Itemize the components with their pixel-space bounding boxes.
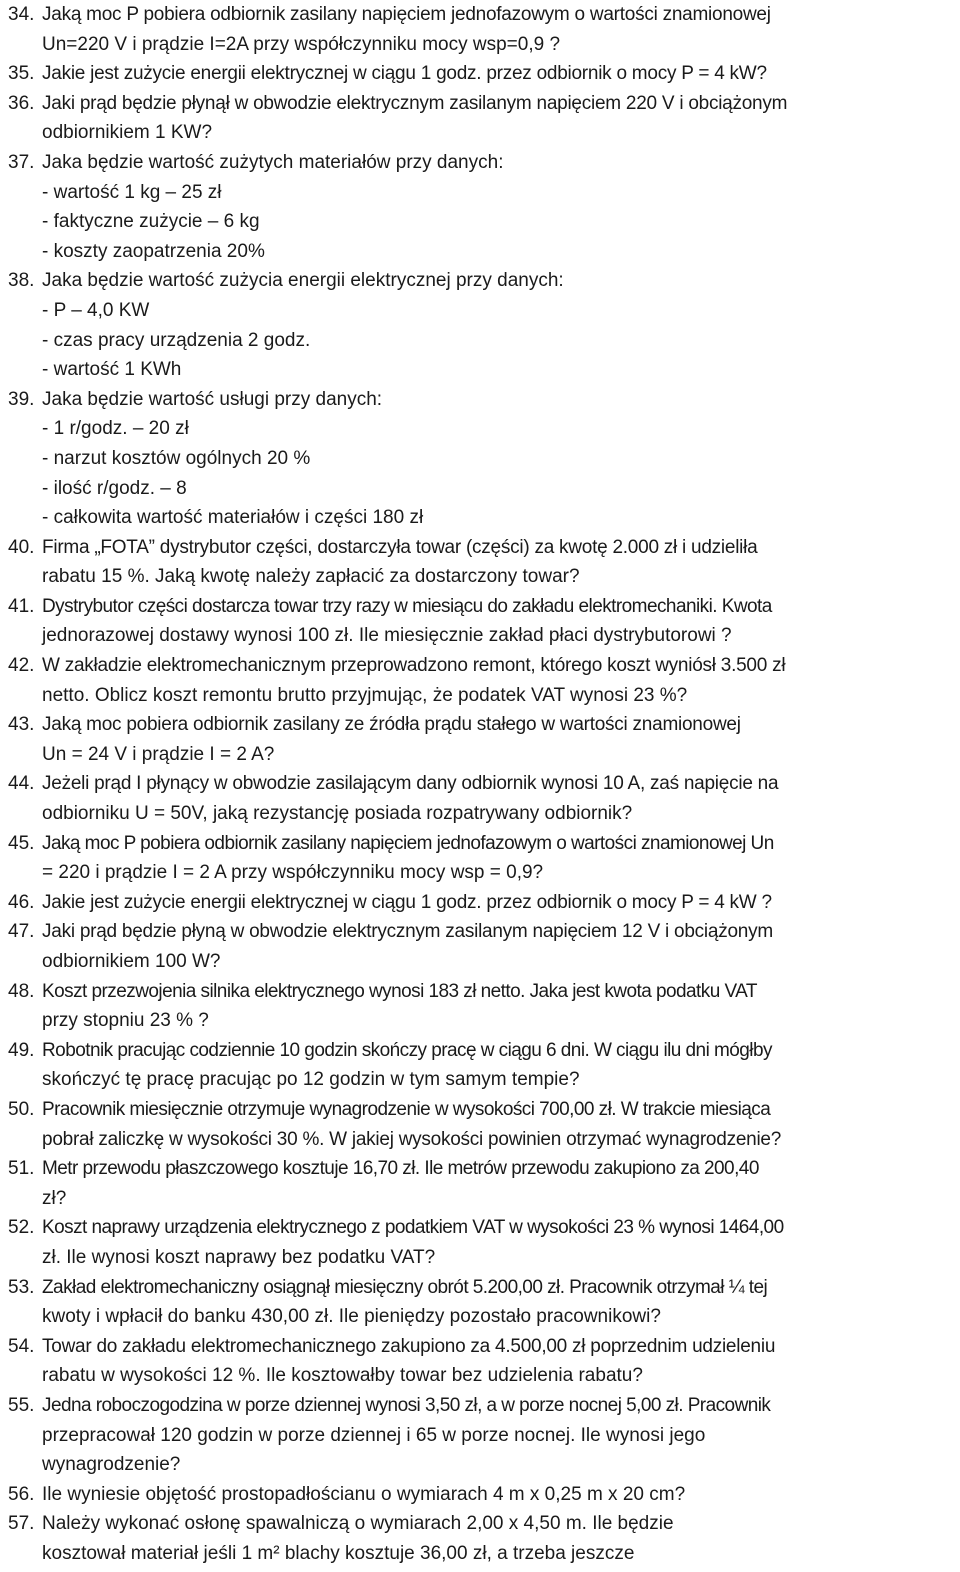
question-text: Jaką moc P pobiera odbiornik zasilany napięciem jednofazowym o wartości znamionowej xyxy=(42,4,771,25)
question-line xyxy=(8,977,956,1007)
question-line xyxy=(8,1036,956,1066)
question-number: 38. xyxy=(8,270,35,292)
question-text: - ilość r/godz. – 8 xyxy=(42,477,187,499)
continuation-line xyxy=(8,1361,956,1391)
question-text: - narzut kosztów ogólnych 20 % xyxy=(42,447,311,469)
continuation-line xyxy=(8,237,956,267)
question-text: Pracownik miesięcznie otrzymuje wynagrodzenie w wysokości 700,00 zł. W trakcie miesiąca xyxy=(42,1098,771,1120)
continuation-line xyxy=(8,296,956,326)
continuation-line xyxy=(8,444,956,474)
question-number: 39. xyxy=(8,388,35,410)
question-line xyxy=(8,1509,956,1539)
question-number: 40. xyxy=(8,536,35,558)
question-line xyxy=(8,59,956,89)
question-text: Un = 24 V i prądzie I = 2 A? xyxy=(42,743,275,765)
question-line xyxy=(8,1332,956,1362)
question-text: Zakład elektromechaniczny osiągnął miesięczny obrót 5.200,00 zł. Pracownik otrzymał ¼ tej xyxy=(42,1276,768,1298)
question-text: Jaką moc pobiera odbiornik zasilany ze źródła prądu stałego w wartości znamionowej xyxy=(42,714,741,736)
question-text: - 1 r/godz. – 20 zł xyxy=(42,418,189,440)
question-text: Jeżeli prąd I płynący w obwodzie zasilającym dany odbiornik wynosi 10 A, zaś napięcie na xyxy=(42,773,779,795)
question-text: Firma „FOTA” dystrybutor części, dostarczyła towar (części) za kwotę 2.000 zł i udzieliła xyxy=(42,536,758,558)
question-number: 48. xyxy=(8,980,35,1002)
question-text: kosztował materiał jeśli 1 m² blachy kosztuje 36,00 zł, a trzeba jeszcze xyxy=(42,1542,635,1564)
question-number: 43. xyxy=(8,714,35,736)
question-number: 49. xyxy=(8,1039,35,1061)
question-text: Jaki prąd będzie płynął w obwodzie elektrycznym zasilanym napięciem 220 V i obciążonym xyxy=(42,92,788,114)
question-text: W zakładzie elektromechanicznym przeprowadzono remont, którego koszt wyniósł 3.500 zł xyxy=(42,655,786,677)
question-text: - koszty zaopatrzenia 20% xyxy=(42,240,265,262)
continuation-line xyxy=(8,740,956,770)
continuation-line xyxy=(8,1184,956,1214)
question-text: Koszt naprawy urządzenia elektrycznego z podatkiem VAT w wysokości 23 % wynosi 1464,00 xyxy=(42,1217,784,1239)
continuation-line xyxy=(8,503,956,533)
question-text: odbiorniku U = 50V, jaką rezystancję posiada rozpatrywany odbiornik? xyxy=(42,803,633,825)
question-text: - wartość 1 KWh xyxy=(42,359,182,381)
document-page xyxy=(8,0,956,1568)
question-number: 56. xyxy=(8,1483,35,1505)
question-number: 50. xyxy=(8,1098,35,1120)
question-line xyxy=(8,769,956,799)
continuation-line xyxy=(8,1539,956,1569)
question-line xyxy=(8,1480,956,1510)
continuation-line xyxy=(8,355,956,385)
question-text: Robotnik pracując codziennie 10 godzin skończy pracę w ciągu 6 dni. W ciągu ilu dni mógłby xyxy=(42,1039,772,1061)
continuation-line xyxy=(8,414,956,444)
continuation-line xyxy=(8,799,956,829)
question-text: = 220 i prądzie I = 2 A przy współczynniku mocy wsp = 0,9? xyxy=(42,862,544,884)
question-text: odbiornikiem 1 KW? xyxy=(42,122,213,144)
question-text: kwoty i wpłacił do banku 430,00 zł. Ile pieniędzy pozostało pracownikowi? xyxy=(42,1306,661,1328)
question-text: - faktyczne zużycie – 6 kg xyxy=(42,211,260,233)
question-number: 55. xyxy=(8,1394,35,1416)
question-line xyxy=(8,266,956,296)
question-text: przepracował 120 godzin w porze dziennej i 65 w porze nocnej. Ile wynosi jego xyxy=(42,1424,706,1446)
question-number: 35. xyxy=(8,63,35,85)
question-number: 36. xyxy=(8,92,35,114)
question-text: Jaka będzie wartość usługi przy danych: xyxy=(42,388,383,410)
question-line xyxy=(8,710,956,740)
question-number: 37. xyxy=(8,151,35,173)
continuation-line xyxy=(8,947,956,977)
question-text: przy stopniu 23 % ? xyxy=(42,1010,209,1032)
question-text: rabatu 15 %. Jaką kwotę należy zapłacić za dostarczony towar? xyxy=(42,566,580,588)
question-line xyxy=(8,888,956,918)
continuation-line xyxy=(8,1302,956,1332)
question-text: netto. Oblicz koszt remontu brutto przyjmując, że podatek VAT wynosi 23 %? xyxy=(42,684,688,706)
continuation-line xyxy=(8,326,956,356)
question-number: 34. xyxy=(8,4,35,25)
continuation-line xyxy=(8,621,956,651)
continuation-line xyxy=(8,118,956,148)
question-number: 53. xyxy=(8,1276,35,1298)
question-line xyxy=(8,533,956,563)
question-number: 45. xyxy=(8,832,35,854)
question-text: Należy wykonać osłonę spawalniczą o wymiarach 2,00 x 4,50 m. Ile będzie xyxy=(42,1513,674,1535)
question-text: Un=220 V i prądzie I=2A przy współczynniku mocy wsp=0,9 ? xyxy=(42,33,561,55)
question-line xyxy=(8,89,956,119)
continuation-line xyxy=(8,30,956,60)
question-line xyxy=(8,385,956,415)
question-line xyxy=(8,1154,956,1184)
continuation-line xyxy=(8,562,956,592)
continuation-line xyxy=(8,681,956,711)
question-text: Jakie jest zużycie energii elektrycznej w ciągu 1 godz. przez odbiornik o mocy P = 4 kW? xyxy=(42,63,767,85)
question-text: jednorazowej dostawy wynosi 100 zł. Ile miesięcznie zakład płaci dystrybutorowi ? xyxy=(42,625,732,647)
question-line xyxy=(8,917,956,947)
question-line xyxy=(8,0,956,30)
question-number: 42. xyxy=(8,655,35,677)
continuation-line xyxy=(8,1243,956,1273)
question-number: 46. xyxy=(8,891,35,913)
question-text: Jedna roboczogodzina w porze dziennej wynosi 3,50 zł, a w porze nocnej 5,00 zł. Pracownik xyxy=(42,1394,771,1416)
question-text: skończyć tę pracę pracując po 12 godzin w tym samym tempie? xyxy=(42,1069,580,1091)
question-number: 47. xyxy=(8,921,35,943)
question-line xyxy=(8,1213,956,1243)
question-number: 52. xyxy=(8,1217,35,1239)
continuation-line xyxy=(8,858,956,888)
question-text: Jaką moc P pobiera odbiornik zasilany napięciem jednofazowym o wartości znamionowej Un xyxy=(42,832,774,854)
question-line xyxy=(8,1095,956,1125)
question-text: Jakie jest zużycie energii elektrycznej w ciągu 1 godz. przez odbiornik o mocy P = 4 kW ? xyxy=(42,891,772,913)
question-line xyxy=(8,592,956,622)
continuation-line xyxy=(8,207,956,237)
question-line xyxy=(8,148,956,178)
question-line xyxy=(8,1273,956,1303)
question-line xyxy=(8,829,956,859)
continuation-line xyxy=(8,474,956,504)
question-text: Ile wyniesie objętość prostopadłościanu o wymiarach 4 m x 0,25 m x 20 cm? xyxy=(42,1483,686,1505)
question-line xyxy=(8,651,956,681)
question-text: Jaki prąd będzie płyną w obwodzie elektrycznym zasilanym napięciem 12 V i obciążonym xyxy=(42,921,773,943)
question-text: - czas pracy urządzenia 2 godz. xyxy=(42,329,311,351)
question-number: 41. xyxy=(8,595,35,617)
question-text: Koszt przezwojenia silnika elektrycznego wynosi 183 zł netto. Jaka jest kwota podatku VAT xyxy=(42,980,757,1002)
question-text: wynagrodzenie? xyxy=(42,1454,181,1476)
question-text: Jaka będzie wartość zużytych materiałów przy danych: xyxy=(42,151,504,173)
question-line xyxy=(8,1391,956,1421)
question-text: - P – 4,0 KW xyxy=(42,299,150,321)
question-number: 54. xyxy=(8,1335,35,1357)
question-text: Towar do zakładu elektromechanicznego zakupiono za 4.500,00 zł poprzednim udzieleniu xyxy=(42,1335,776,1357)
question-text: Dystrybutor części dostarcza towar trzy razy w miesiącu do zakładu elektromechaniki. Kwota xyxy=(42,595,772,617)
continuation-line xyxy=(8,1450,956,1480)
question-text: Jaka będzie wartość zużycia energii elektrycznej przy danych: xyxy=(42,270,564,292)
question-number: 44. xyxy=(8,773,35,795)
continuation-line xyxy=(8,1006,956,1036)
question-text: odbiornikiem 100 W? xyxy=(42,951,221,972)
question-text: zł? xyxy=(42,1187,67,1209)
continuation-line xyxy=(8,1125,956,1155)
question-text: - całkowita wartość materiałów i części 180 zł xyxy=(42,507,424,529)
question-number: 57. xyxy=(8,1513,35,1535)
question-number: 51. xyxy=(8,1158,35,1180)
question-text: pobrał zaliczkę w wysokości 30 %. W jakiej wysokości powinien otrzymać wynagrodzenie? xyxy=(42,1128,782,1150)
question-text: zł. Ile wynosi koszt naprawy bez podatku VAT? xyxy=(42,1246,436,1268)
continuation-line xyxy=(8,1421,956,1451)
question-text: rabatu w wysokości 12 %. Ile kosztowałby towar bez udzielenia rabatu? xyxy=(42,1365,643,1387)
question-text: - wartość 1 kg – 25 zł xyxy=(42,181,222,203)
continuation-line xyxy=(8,1065,956,1095)
continuation-line xyxy=(8,178,956,208)
question-text: Metr przewodu płaszczowego kosztuje 16,70 zł. Ile metrów przewodu zakupiono za 200,40 xyxy=(42,1158,759,1180)
